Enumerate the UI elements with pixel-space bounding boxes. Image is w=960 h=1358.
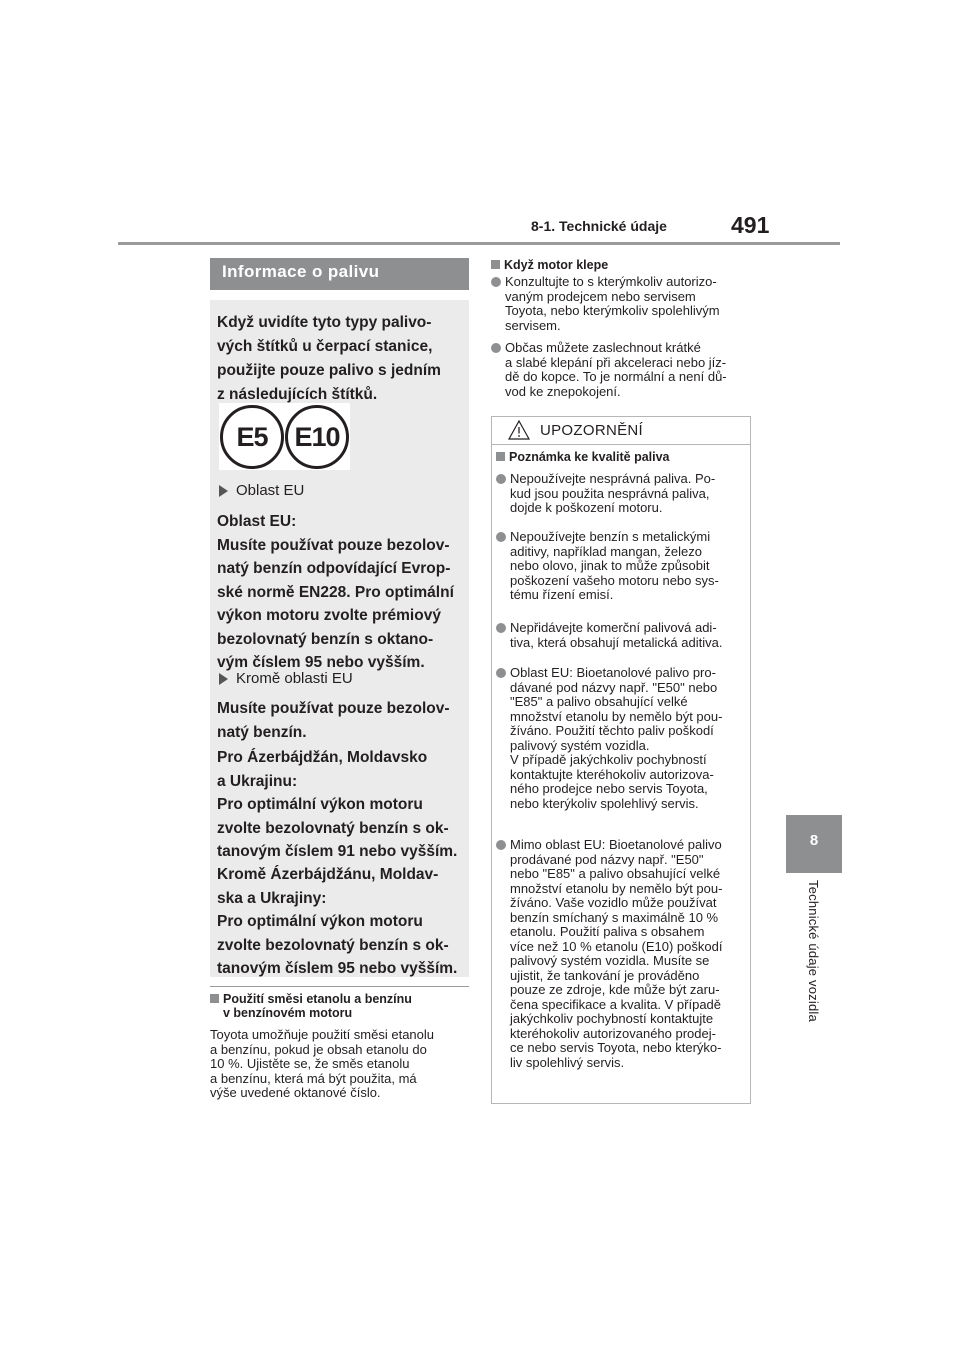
knock-item [491,341,753,399]
caution-item [496,666,744,811]
caution-line: "E85" a palivo obsahující velké [510,694,688,709]
ethanol-line: Toyota umožňuje použití směsi etanolu [210,1027,435,1042]
caution-line: kontaktujte kteréhokoliv autorizova- [510,766,714,782]
intro-line: vých štítků u čerpací stanice, [217,338,433,355]
caution-line: kteréhokoliv autorizovaného prodej- [510,1025,716,1041]
section-divider [210,986,469,987]
caution-title: UPOZORNĚNÍ [540,422,644,439]
intro-line: Když uvidíte tyto typy palivo- [217,314,432,331]
eu-line: vým číslem 95 nebo vyšším. [217,654,425,671]
except-aze-line: tanovým číslem 95 nebo vyšším. [217,960,458,977]
aze-line: a Ukrajinu: [217,772,298,790]
intro-line: z následujících štítků. [217,386,378,403]
caution-line: V případě jakýchkoliv pochybností [510,752,707,767]
caution-line: nebo "E85" a palivo obsahující velké [510,866,721,881]
caution-line: tiva, která obsahují metalická aditiva. [510,634,723,650]
eu-line: výkon motoru zvolte prémiový [217,607,441,624]
triangle-bullet-icon [219,673,228,685]
eu-line: natý benzín odpovídající Evrop- [217,560,451,577]
except-aze-line: zvolte bezolovnatý benzín s ok- [217,936,449,954]
caution-line: Nepoužívejte benzín s metalickými [510,529,711,544]
knock-line: vod ke znepokojení. [505,383,621,399]
caution-line: etanolu. Použití paliva s obsahem [510,924,705,939]
caution-line: aditivy, například mangan, železo [510,543,702,559]
section-title: 8-1. Technické údaje [531,218,667,234]
caution-item [496,472,744,516]
caution-line: Oblast EU: Bioetanolové palivo pro- [510,665,716,680]
caution-line: žíváno. Vaše vozidlo může používat [510,895,717,910]
except-aze-line: ska a Ukrajiny: [217,889,327,907]
eu-line: ské normě EN228. Pro optimální [217,583,454,601]
aze-text [217,746,457,864]
caution-line: dojde k poškození motoru. [510,500,663,515]
eu-line: Musíte používat pouze bezolov- [217,536,450,554]
caution-line: více než 10 % etanolu (E10) poškodí [510,938,723,954]
caution-line: ce nebo servis Toyota, nebo kterýko- [510,1040,722,1055]
caution-item [496,530,744,603]
e5-label: E5 [220,405,284,469]
caution-line: pouze ze zdroje, kde může být zaru- [510,982,720,997]
ethanol-line: a benzínu, která má být použita, má [210,1070,417,1086]
caution-line: kud jsou použita nesprávná paliva, [510,485,710,501]
region-eu-row [219,482,304,499]
eu-line: Oblast EU: [217,513,297,530]
non-eu-line: Musíte používat pouze bezolov- [217,700,450,717]
square-bullet-icon [491,260,500,269]
ethanol-line: a benzínu, pokud je obsah etanolu do [210,1041,427,1057]
warning-triangle-icon [508,420,530,440]
chapter-number: 8 [809,832,819,849]
caution-line: ujistit, že tankování je prováděno [510,967,700,983]
knock-line: Občas můžete zaslechnout krátké [505,340,701,355]
round-bullet-icon [496,840,506,850]
non-eu-text [217,697,450,744]
chapter-label: Technické údaje vozidla [806,880,821,1022]
round-bullet-icon [491,277,501,287]
square-bullet-icon [496,452,505,461]
caution-line: nebo olovo, jinak to může způsobit [510,558,710,573]
intro-text [217,311,441,407]
ethanol-body [210,1028,434,1101]
caution-heading-text: Poznámka ke kvalitě paliva [509,450,670,464]
ethanol-heading-line: v benzínovém motoru [223,1006,353,1020]
ethanol-line: výše uvedené oktanové číslo. [210,1085,381,1100]
except-aze-text [217,863,457,981]
round-bullet-icon [496,474,506,484]
intro-line: použijte pouze palivo s jedním [217,362,441,379]
knock-line: Toyota, nebo kterýmkoliv spolehlivým [505,303,720,318]
round-bullet-icon [496,668,506,678]
caution-line: Nepoužívejte nesprávná paliva. Po- [510,471,716,486]
eu-line: bezolovnatý benzín s oktano- [217,630,434,648]
knock-heading-text: Když motor klepe [504,258,609,272]
caution-line: množství etanolu by nemělo být pou- [510,708,723,724]
except-aze-line: Kromě Ázerbájdžánu, Moldav- [217,866,439,883]
caution-line: prodávané pod názvy např. "E50" [510,851,704,867]
knock-heading [491,258,608,272]
caution-line: množství etanolu by nemělo být pou- [510,880,723,896]
caution-line: nebo kterýkoliv spolehlivý servis. [510,795,699,811]
except-aze-line: Pro optimální výkon motoru [217,913,423,930]
caution-line: ného prodejce nebo servis Toyota, [510,781,708,796]
region-non-eu-label: Kromě oblasti EU [236,670,353,687]
caution-item [496,621,744,650]
aze-line: tanovým číslem 91 nebo vyšším. [217,843,458,860]
caution-line: žíváno. Použití těchto paliv poškodí [510,723,714,738]
header-divider [118,242,840,245]
caution-line: poškození vašeho motoru nebo sys- [510,572,719,588]
e10-label: E10 [285,405,349,469]
ethanol-line: 10 %. Ujistěte se, že směs etanolu [210,1056,410,1071]
info-title: Informace o palivu [222,262,380,281]
page-number: 491 [731,212,770,238]
caution-line: tému řízení emisí. [510,587,614,602]
caution-header-divider [491,444,751,445]
round-bullet-icon [491,343,501,353]
square-bullet-icon [210,994,219,1003]
round-bullet-icon [496,532,506,542]
eu-text [217,510,454,675]
caution-line: palivový systém vozidla. Musíte se [510,953,710,968]
caution-line: Mimo oblast EU: Bioetanolové palivo [510,837,722,852]
triangle-bullet-icon [219,485,228,497]
aze-line: Pro optimální výkon motoru [217,796,423,813]
caution-line: čena specifikace a kvalita. V případě [510,996,722,1012]
caution-heading [496,450,670,464]
caution-line: liv spolehlivý servis. [510,1054,625,1070]
aze-line: zvolte bezolovnatý benzín s ok- [217,819,449,837]
region-non-eu-row [219,670,353,687]
caution-line: palivový systém vozidla. [510,737,650,753]
knock-line: Konzultujte to s kterýmkoliv autorizo- [505,274,717,289]
fuel-labels-image [219,403,350,470]
caution-item [496,838,744,1070]
aze-line: Pro Ázerbájdžán, Moldavsko [217,749,428,766]
caution-line: dávané pod názvy např. "E50" nebo [510,679,718,695]
knock-line: dě do kopce. To je normální a není dů- [505,369,727,384]
knock-item [491,275,753,333]
caution-line: Nepřidávejte komerční palivová adi- [510,620,717,635]
knock-line: a slabé klepání při akceleraci nebo jíz- [505,354,727,370]
caution-line: benzín smíchaný s maximálně 10 % [510,909,719,925]
round-bullet-icon [496,623,506,633]
knock-line: vaným prodejcem nebo servisem [505,288,696,304]
ethanol-heading [210,992,412,1020]
knock-line: servisem. [505,317,561,333]
caution-line: jakýchkoliv pochybností kontaktujte [510,1011,714,1026]
non-eu-line: natý benzín. [217,723,307,741]
ethanol-heading-line: Použití směsi etanolu a benzínu [223,992,412,1006]
region-eu-label: Oblast EU [236,482,305,499]
